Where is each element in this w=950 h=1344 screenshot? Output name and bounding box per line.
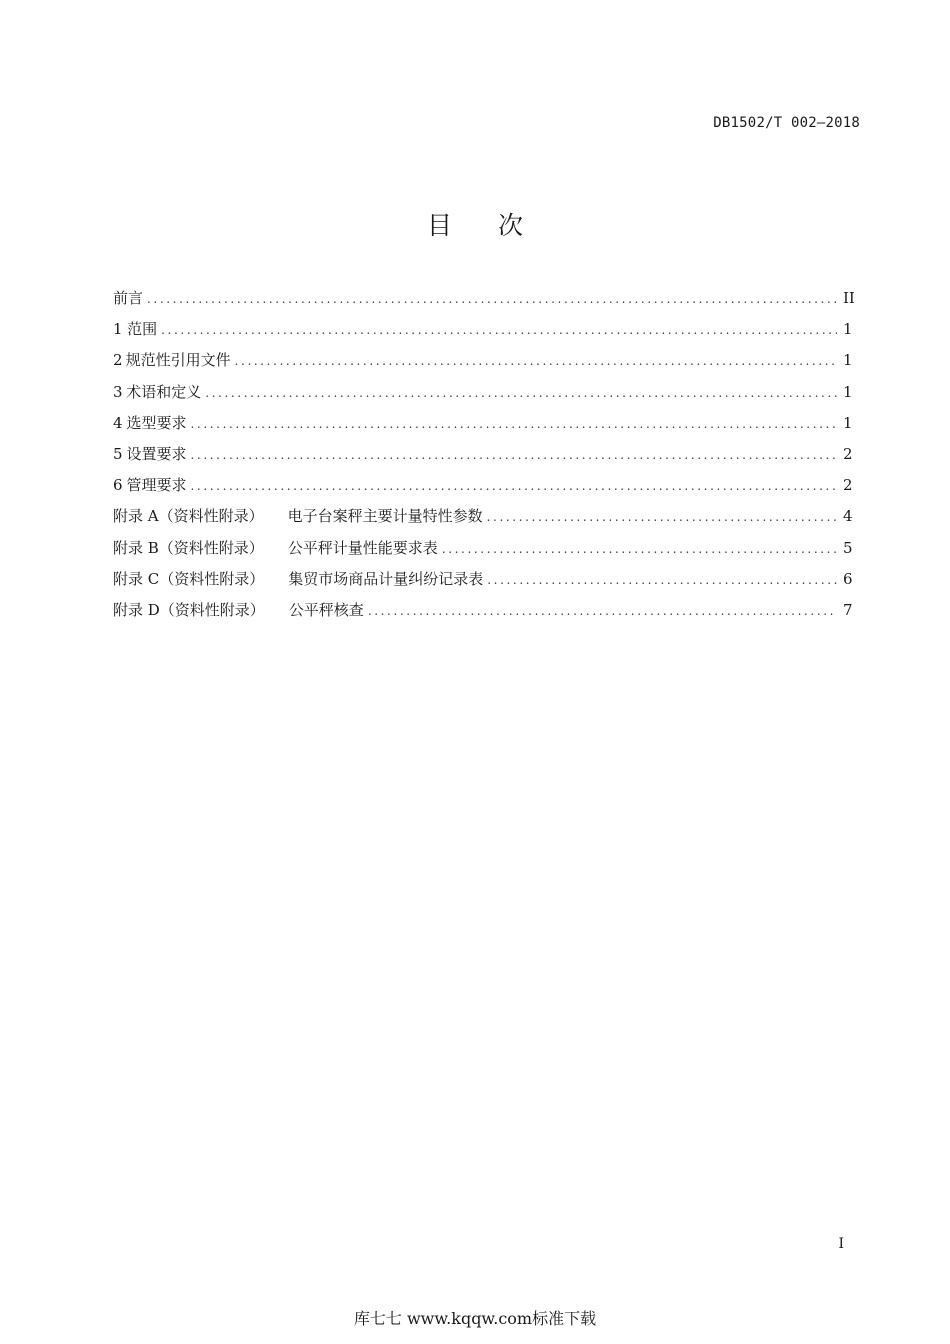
toc-entry-page: 1 [843, 351, 853, 370]
toc-entry-page: 1 [843, 320, 853, 339]
toc-entry-label: 术语和定义 [126, 382, 202, 401]
toc-dot-leader [161, 323, 837, 337]
toc-entry-page: 1 [843, 382, 853, 401]
toc-dot-leader [487, 573, 837, 587]
title-char-left: 目 [426, 211, 452, 240]
toc-entry-number: 5 [113, 444, 123, 463]
toc-dot-leader [442, 542, 837, 556]
toc-dot-leader [191, 479, 837, 493]
toc-entry-page: 5 [843, 538, 853, 557]
toc-entry-number: 6 [113, 476, 123, 495]
toc-appendix-tag: 附录 A（资料性附录） [113, 507, 264, 526]
toc-entry-appendix-d[interactable] [113, 599, 851, 630]
document-code: DB1502/T 002—2018 [713, 115, 860, 131]
toc-entry-1[interactable] [113, 318, 851, 349]
toc-entry-number: 1 [113, 320, 123, 339]
toc-entry-5[interactable] [113, 443, 851, 474]
toc-entry-number: 2 [113, 351, 123, 370]
toc-entry-3[interactable] [113, 381, 851, 412]
toc-entry-page: 4 [843, 507, 853, 526]
toc-dot-leader [487, 510, 837, 524]
toc-entry-label: 公平秤计量性能要求表 [287, 538, 438, 557]
table-of-contents [113, 287, 855, 630]
toc-dot-leader [191, 448, 837, 462]
toc-entry-label: 规范性引用文件 [125, 351, 231, 370]
toc-entry-label: 选型要求 [126, 413, 187, 432]
toc-entry-page: II [843, 289, 855, 307]
toc-entry-foreword[interactable] [113, 287, 855, 318]
toc-entry-number: 3 [113, 382, 123, 401]
toc-entry-6[interactable] [113, 474, 851, 505]
toc-entry-page: 1 [843, 413, 853, 432]
toc-entry-appendix-a[interactable] [113, 505, 851, 536]
page-number: I [838, 1236, 844, 1252]
toc-entry-4[interactable] [113, 412, 851, 443]
toc-dot-leader [147, 292, 837, 306]
toc-entry-label: 前言 [113, 289, 144, 307]
toc-appendix-tag: 附录 B（资料性附录） [113, 538, 264, 557]
toc-entry-page: 6 [843, 569, 853, 588]
toc-entry-number: 4 [113, 413, 123, 432]
toc-dot-leader [205, 386, 837, 400]
title-char-right: 次 [498, 211, 524, 240]
toc-entry-label: 设置要求 [126, 444, 187, 463]
toc-entry-page: 2 [843, 476, 853, 495]
toc-dot-leader [368, 604, 837, 618]
toc-entry-appendix-b[interactable] [113, 537, 851, 568]
toc-entry-label: 电子台案秤主要计量特性参数 [287, 507, 483, 526]
toc-dot-leader [191, 417, 837, 431]
toc-dot-leader [235, 354, 837, 368]
toc-entry-label: 集贸市场商品计量纠纷记录表 [288, 569, 484, 588]
toc-entry-page: 2 [843, 444, 853, 463]
toc-entry-label: 范围 [127, 320, 158, 339]
page-title [0, 206, 950, 242]
toc-entry-label: 管理要求 [126, 476, 187, 495]
toc-appendix-tag: 附录 D（资料性附录） [113, 600, 265, 619]
footer-watermark: 库七七 www.kqqw.com标准下载 [353, 1309, 597, 1328]
toc-entry-2[interactable] [113, 349, 851, 380]
toc-entry-appendix-c[interactable] [113, 568, 851, 599]
toc-appendix-tag: 附录 C（资料性附录） [113, 569, 265, 588]
toc-entry-page: 7 [843, 600, 853, 619]
toc-entry-label: 公平秤核查 [288, 600, 364, 619]
